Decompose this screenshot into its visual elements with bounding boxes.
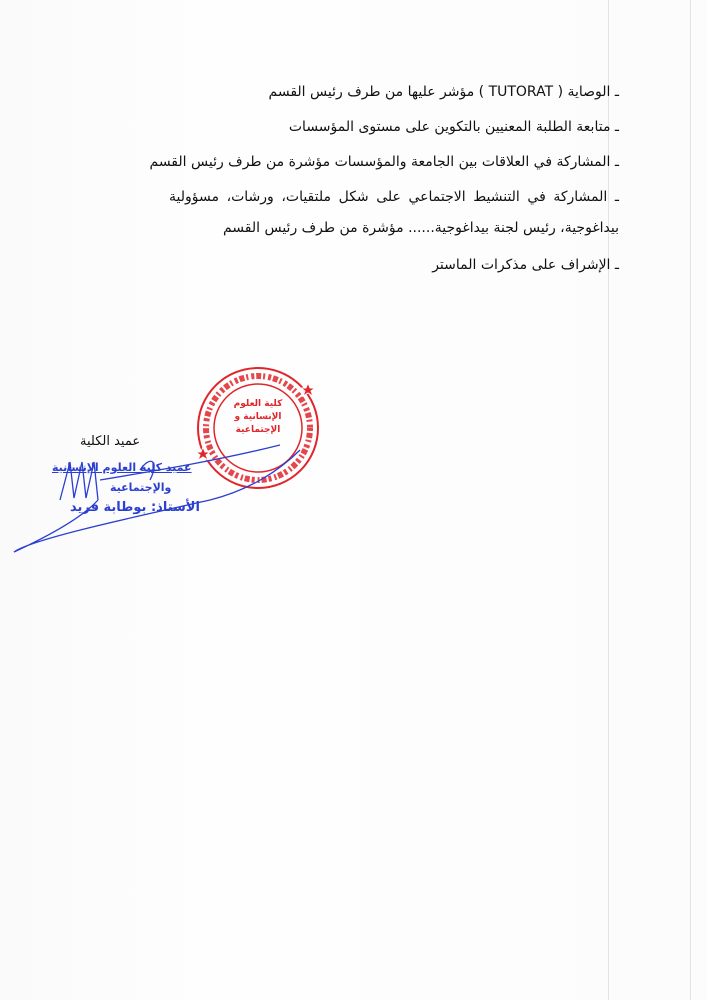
list-item: ـ المشاركة في العلاقات بين الجامعة والمؤسسات مؤشرة من طرف رئيس القسم (149, 154, 619, 170)
stamp-line: الأستاذ: بوطابة فريد (70, 500, 200, 515)
list-item: ـ الإشراف على مذكرات الماستر (432, 257, 619, 273)
signature-title: عميد الكلية (80, 434, 141, 449)
stamp-line: عميد كلية العلوم الإنسانية (52, 461, 192, 474)
list-item: ـ متابعة الطلبة المعنيين بالتكوين على مستوى المؤسسات (288, 119, 619, 135)
list-item: ـ المشاركة في التنشيط الاجتماعي على شكل ملتقيات، ورشات، مسؤولية بيداغوجية، رئيس لجنة بيداغوجية...... مؤشرة من طرف رئيس القسم (169, 189, 619, 236)
list-item: ـ الوصاية ( TUTORAT ) مؤشر عليها من طرف رئيس القسم (268, 84, 619, 100)
seal-inner-text: كلية العلوم الإنسانية و الإجتماعية (233, 399, 283, 435)
stamp-line: والإجتماعية (110, 481, 172, 494)
